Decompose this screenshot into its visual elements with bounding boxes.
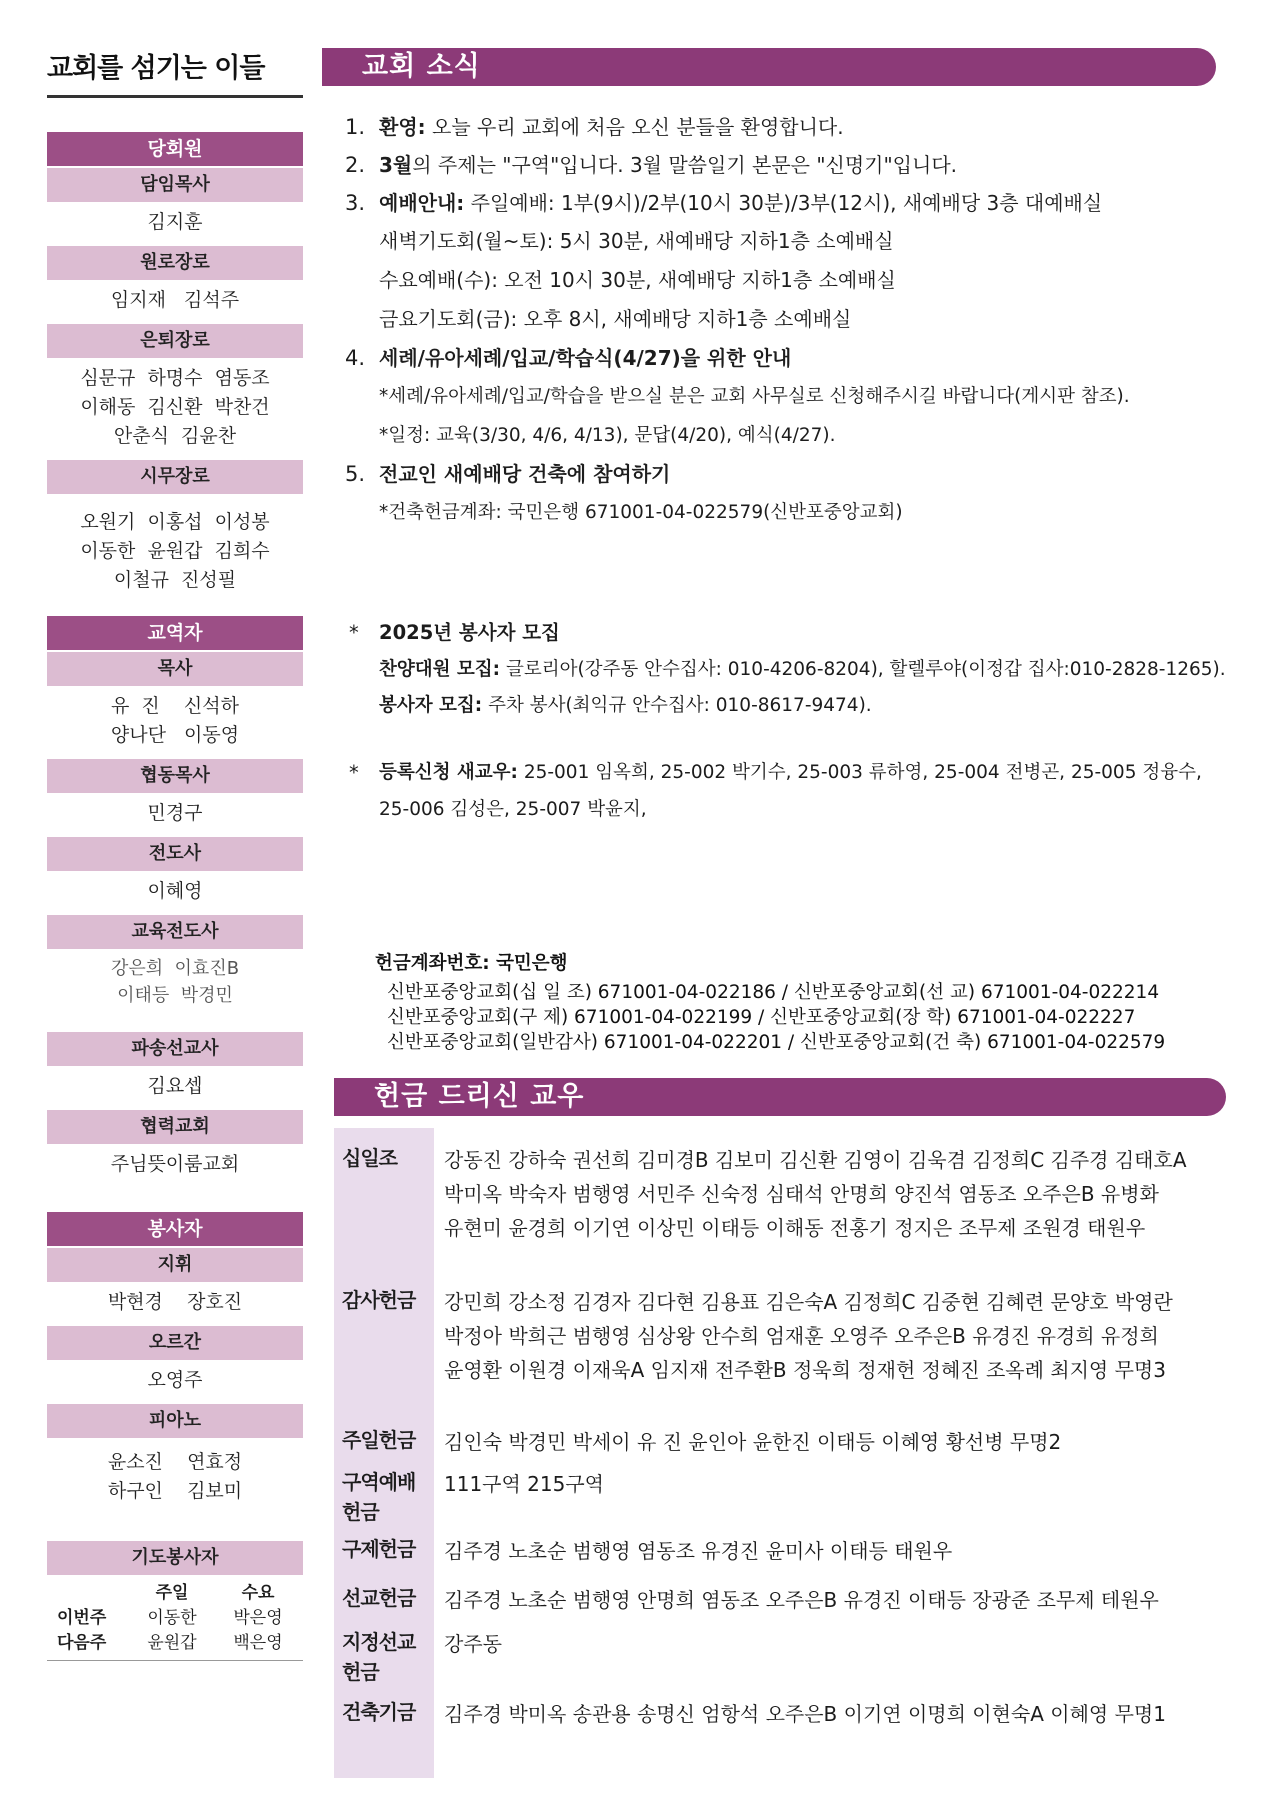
news-item-heading: 3월 [379,153,413,177]
session-header: 당회원 [47,132,303,166]
elder-emeritus-label: 원로장로 [47,246,303,280]
pastors-row: 양나단 이동영 [110,724,240,746]
pastors-row: 유 진 신석하 [110,695,239,717]
relief-offering-label: 구제헌금 [342,1537,416,1561]
volunteer-notice [345,614,1225,652]
prayer-this-week-label: 이번주 [57,1608,107,1628]
designated-label-line: 헌금 [342,1660,379,1684]
account-line: 신반포중앙교회(십 일 조) 671001-04-022186 / 신반포중앙교회(선 교) 671001-04-022214 [387,982,1160,1003]
news-ribbon [322,48,1216,86]
organ-label: 오르간 [47,1326,303,1360]
thanks-names [444,1285,1224,1387]
organ-name: 오영주 [147,1369,203,1391]
retired-elders-list [47,358,303,458]
piano-list [47,1438,303,1513]
name-line: 박정아 박희근 범행영 심상왕 안수희 엄재훈 오영주 오주은B 유경진 유경희 유정희 [444,1324,1159,1348]
piano-row: 윤소진 연효정 [107,1451,243,1473]
asterisk-marker: * [349,621,359,644]
parking-recruit-text: 주차 봉사(최익규 안수집사: 010-8617-9474). [482,695,872,716]
partner-church-label: 협력교회 [47,1110,303,1144]
baptism-line: *세례/유아세례/입교/학습을 받으실 분은 교회 사무실로 신청해주시길 바랍니다(게시판 참조). [379,386,1130,407]
pastors-label: 목사 [47,652,303,686]
edu-evangelist-row: 강은희 이효진B [110,958,240,979]
mission-offering-names: 김주경 노초순 범행영 안명희 염동조 오주은B 유경진 이태등 장광준 조무제 테원우 [444,1588,1159,1612]
prayer-sunday-header: 주일 [155,1583,189,1603]
account-line: 신반포중앙교회(일반감사) 671001-04-022201 / 신반포중앙교회(건 축) 671001-04-022579 [387,1032,1166,1053]
name-line: 강동진 강하숙 권선희 김미경B 김보미 김신환 김영이 김욱겸 김정희C 김주경 김태호A [444,1148,1187,1172]
choir-recruit-text: 글로리아(강주동 안수집사: 010-4206-8204), 할렐루야(이정갑 집사:010-2828-1265). [500,659,1226,680]
missionary-name: 김요셉 [147,1075,203,1097]
news-item-number: 5. [345,462,366,486]
asterisk-marker: * [349,761,359,784]
thanks-label: 감사헌금 [342,1288,416,1312]
sunday-offering-label: 주일헌금 [342,1428,416,1452]
partner-church-name: 주님뜻이룸교회 [110,1153,240,1175]
news-item-number: 2. [345,153,366,177]
choir-recruit-label: 찬양대원 모집: [379,659,501,680]
relief-offering-names: 김주경 노초순 범행영 염동조 유경진 윤미사 이태등 태원우 [444,1539,953,1563]
mission-offering-label: 선교헌금 [342,1586,416,1610]
news-item-text: 의 주제는 "구역"입니다. 3월 말씀일기 본문은 "신명기"입니다. [412,153,957,177]
new-member-label: 등록신청 새교우: [379,762,518,783]
tithe-names [444,1143,1224,1245]
new-member-notice [345,754,1225,792]
retired-elders-row: 심문규 하명수 염동조 [80,367,270,389]
missionary-label: 파송선교사 [47,1032,303,1066]
offering-accounts [375,948,1165,1055]
name-line: 강민희 강소정 김경자 김다현 김용표 김은숙A 김정희C 김중현 김혜련 문양호 박영란 [444,1290,1173,1314]
ministers-header: 교역자 [47,616,303,650]
prayer-next-week-label: 다음주 [57,1633,107,1653]
new-member-text: 25-001 임옥희, 25-002 박기수, 25-003 류하영, 25-004 전병곤, 25-005 정융수, [517,762,1202,783]
building-fund-names: 김주경 박미옥 송관용 송명신 엄항석 오주은B 이기연 이명희 이현숙A 이혜영 무명1 [444,1702,1166,1726]
designated-label-line: 지정선교 [342,1630,416,1654]
news-item-text: 주일예배: 1부(9시)/2부(10시 30분)/3부(12시), 새예배당 3층 대예배실 [464,191,1103,215]
news-item-heading: 세례/유아세례/입교/학습식(4/27)을 위한 안내 [379,346,792,370]
active-elders-row: 이동한 윤원갑 김희수 [80,540,270,562]
active-elders-row: 이철규 진성필 [113,569,237,591]
volunteer-title: 2025년 봉사자 모집 [379,621,560,644]
news-item-number: 1. [345,115,366,139]
news-title: 교회 소식 [362,51,481,82]
parking-recruit-label: 봉사자 모집: [379,695,483,716]
news-item-text: 오늘 우리 교회에 처음 오신 분들을 환영합니다. [425,115,844,139]
news-item-heading: 전교인 새예배당 건축에 참여하기 [379,462,671,486]
prayer-this-wednesday: 박은영 [233,1608,283,1628]
piano-label: 피아노 [47,1404,303,1438]
offering-title: 헌금 드리신 교우 [374,1081,585,1112]
news-item [345,339,1225,377]
sunday-offering-names: 김인숙 박경민 박세이 유 진 윤인아 윤한진 이태등 이혜영 황선병 무명2 [444,1430,1062,1454]
active-elders-row: 오원기 이홍섭 이성봉 [80,511,270,533]
active-elders-list [47,494,303,602]
news-item [345,184,1225,222]
prayer-label: 기도봉사자 [47,1541,303,1575]
prayer-next-sunday: 윤원갑 [147,1633,197,1653]
designated-offering-label [334,1627,430,1687]
baptism-line: *일정: 교육(3/30, 4/6, 4/13), 문답(4/20), 예식(4/27). [379,425,836,446]
senior-pastor-name: 김지훈 [147,211,203,233]
edu-evangelist-list [47,949,303,1016]
notices-section [345,614,1225,828]
prayer-next-wednesday: 백은영 [233,1633,283,1653]
active-elders-label: 시무장로 [47,460,303,494]
building-account-line: *건축헌금계좌: 국민은행 671001-04-022579(신반포중앙교회) [379,502,903,523]
offering-ribbon [334,1078,1226,1116]
designated-offering-names: 강주동 [444,1632,502,1656]
pastors-list [47,686,303,757]
retired-elders-row: 안춘식 김윤찬 [113,425,237,447]
evangelist-label: 전도사 [47,837,303,871]
district-offering-label [334,1467,430,1527]
new-member-text-2: 25-006 김성은, 25-007 박윤지, [379,799,647,820]
retired-elders-label: 은퇴장로 [47,324,303,358]
prayer-this-sunday: 이동한 [147,1608,197,1628]
evangelist-name: 이혜영 [147,880,203,902]
senior-pastor-label: 담임목사 [47,168,303,202]
district-offering-names: 111구역 215구역 [444,1472,604,1496]
district-label-line: 헌금 [342,1500,379,1524]
piano-row: 하구인 김보미 [107,1480,243,1502]
news-item [345,146,1225,184]
choir-recruit-line [345,652,1225,688]
conductor-names: 박현경 장호진 [107,1291,243,1313]
news-item-number: 3. [345,191,366,215]
account-line: 신반포중앙교회(구 제) 671001-04-022199 / 신반포중앙교회(장 학) 671001-04-022227 [387,1007,1136,1028]
sidebar [47,46,303,1661]
news-item [345,455,1225,493]
news-item [345,108,1225,146]
retired-elders-row: 이해동 김신환 박찬건 [80,396,270,418]
news-section [345,108,1225,532]
district-label-line: 구역예배 [342,1470,416,1494]
prayer-table [47,1575,303,1661]
edu-evangelist-label: 교육전도사 [47,915,303,949]
edu-evangelist-row: 이태등 박경민 [117,985,233,1006]
accounts-title: 헌금계좌번호: 국민은행 [375,953,568,974]
news-item-heading: 환영: [379,115,426,139]
tithe-label: 십일조 [342,1146,397,1170]
sidebar-title: 교회를 섬기는 이들 [47,46,303,98]
name-line: 유현미 윤경희 이기연 이상민 이태등 이해동 전홍기 정지은 조무제 조원경 태원우 [444,1216,1146,1240]
name-line: 윤영환 이원경 이재욱A 임지재 전주환B 정욱희 정재헌 정혜진 조옥례 최지영 무명3 [444,1358,1166,1382]
worship-line: 새벽기도회(월~토): 5시 30분, 새예배당 지하1층 소예배실 [379,229,894,253]
news-item-heading: 예배안내: [379,191,465,215]
prayer-wednesday-header: 수요 [241,1583,275,1603]
news-item-number: 4. [345,346,366,370]
worship-line: 금요기도회(금): 오후 8시, 새예배당 지하1층 소예배실 [379,307,852,331]
elder-emeritus-names: 임지재 김석주 [110,289,240,311]
name-line: 박미옥 박숙자 범행영 서민주 신숙정 심태석 안명희 양진석 염동조 오주은B 유병화 [444,1182,1159,1206]
parking-recruit-line [345,688,1225,724]
conductor-label: 지휘 [47,1248,303,1282]
volunteers-header: 봉사자 [47,1212,303,1246]
worship-line: 수요예배(수): 오전 10시 30분, 새예배당 지하1층 소예배실 [379,268,896,292]
building-fund-label: 건축기금 [342,1700,416,1724]
assoc-pastor-name: 민경구 [147,802,203,824]
assoc-pastor-label: 협동목사 [47,759,303,793]
